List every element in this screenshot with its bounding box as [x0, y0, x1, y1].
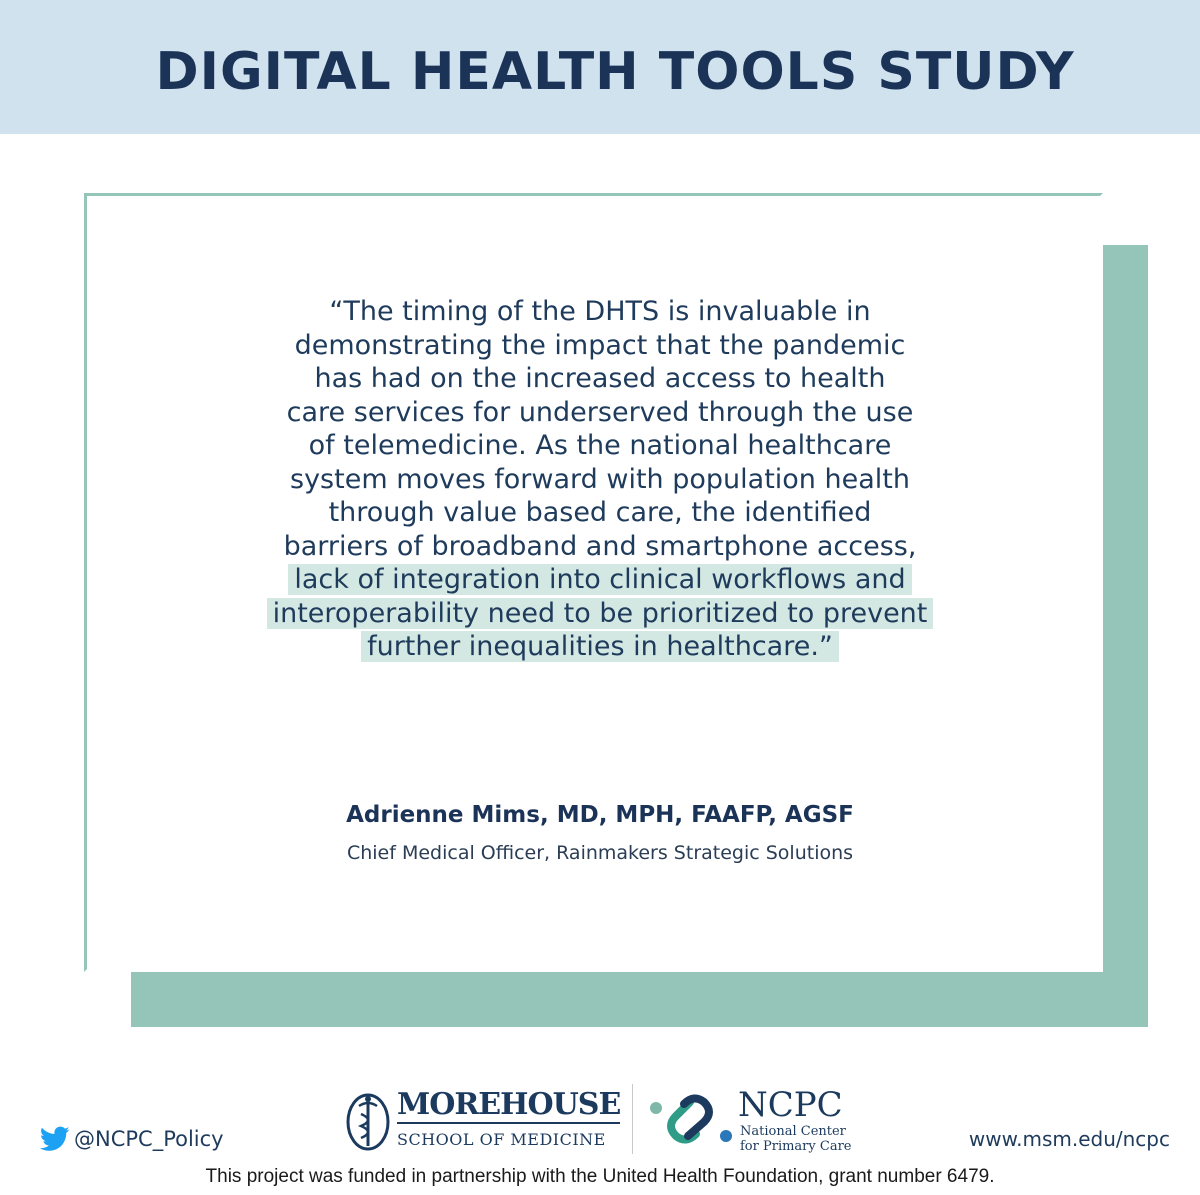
- twitter-handle-link[interactable]: [40, 1126, 224, 1152]
- ncpc-subtitle: [740, 1124, 851, 1154]
- page-title: DIGITAL HEALTH TOOLS STUDY: [155, 42, 1075, 102]
- ncpc-name: NCPC: [738, 1085, 843, 1125]
- author-title: Chief Medical Officer, Rainmakers Strategic Solutions: [346, 842, 854, 864]
- logo-divider: [632, 1084, 633, 1154]
- highlight-mark: lack of integration into clinical workflows and: [288, 564, 911, 595]
- funding-note: This project was funded in partnership with the United Health Foundation, grant number 6479.: [205, 1166, 995, 1187]
- twitter-handle-text: @NCPC_Policy: [74, 1127, 224, 1151]
- quote-line: has had on the increased access to health: [314, 363, 886, 394]
- ncpc-logo: [648, 1085, 858, 1154]
- ncpc-subtitle-line: for Primary Care: [740, 1139, 852, 1154]
- quote-text: [150, 295, 1050, 664]
- quote-line: system moves forward with population health: [290, 463, 910, 495]
- highlight-mark: further inequalities in healthcare.”: [361, 631, 839, 662]
- ncpc-chain-icon: [648, 1088, 734, 1152]
- quote-line: demonstrating the impact that the pandemic: [294, 329, 906, 361]
- morehouse-subtitle: SCHOOL OF MEDICINE: [397, 1130, 606, 1149]
- quote-line: of telemedicine. As the national healthcare: [308, 430, 892, 461]
- ncpc-subtitle-line: National Center: [740, 1124, 846, 1139]
- header-banner: [0, 0, 1200, 134]
- quote-line: barriers of broadband and smartphone access,: [283, 530, 917, 562]
- twitter-bird-icon: [40, 1126, 70, 1152]
- morehouse-name: MOREHOUSE: [397, 1087, 621, 1122]
- author-name: Adrienne Mims, MD, MPH, FAAFP, AGSF: [346, 802, 854, 828]
- quote-line: care services for underserved through the use: [286, 396, 914, 428]
- quote-line-highlighted: [150, 597, 1050, 631]
- quote-line: “The timing of the DHTS is invaluable in: [329, 296, 871, 327]
- website-link[interactable]: www.msm.edu/ncpc: [968, 1127, 1170, 1151]
- morehouse-logo: [345, 1088, 620, 1156]
- highlight-mark: interoperability need to be prioritized to prevent: [267, 598, 934, 629]
- quote-line: through value based care, the identified: [328, 497, 872, 528]
- quote-line-highlighted: [150, 563, 1050, 597]
- caduceus-icon: [345, 1090, 391, 1152]
- quote-line-highlighted: [150, 630, 1050, 664]
